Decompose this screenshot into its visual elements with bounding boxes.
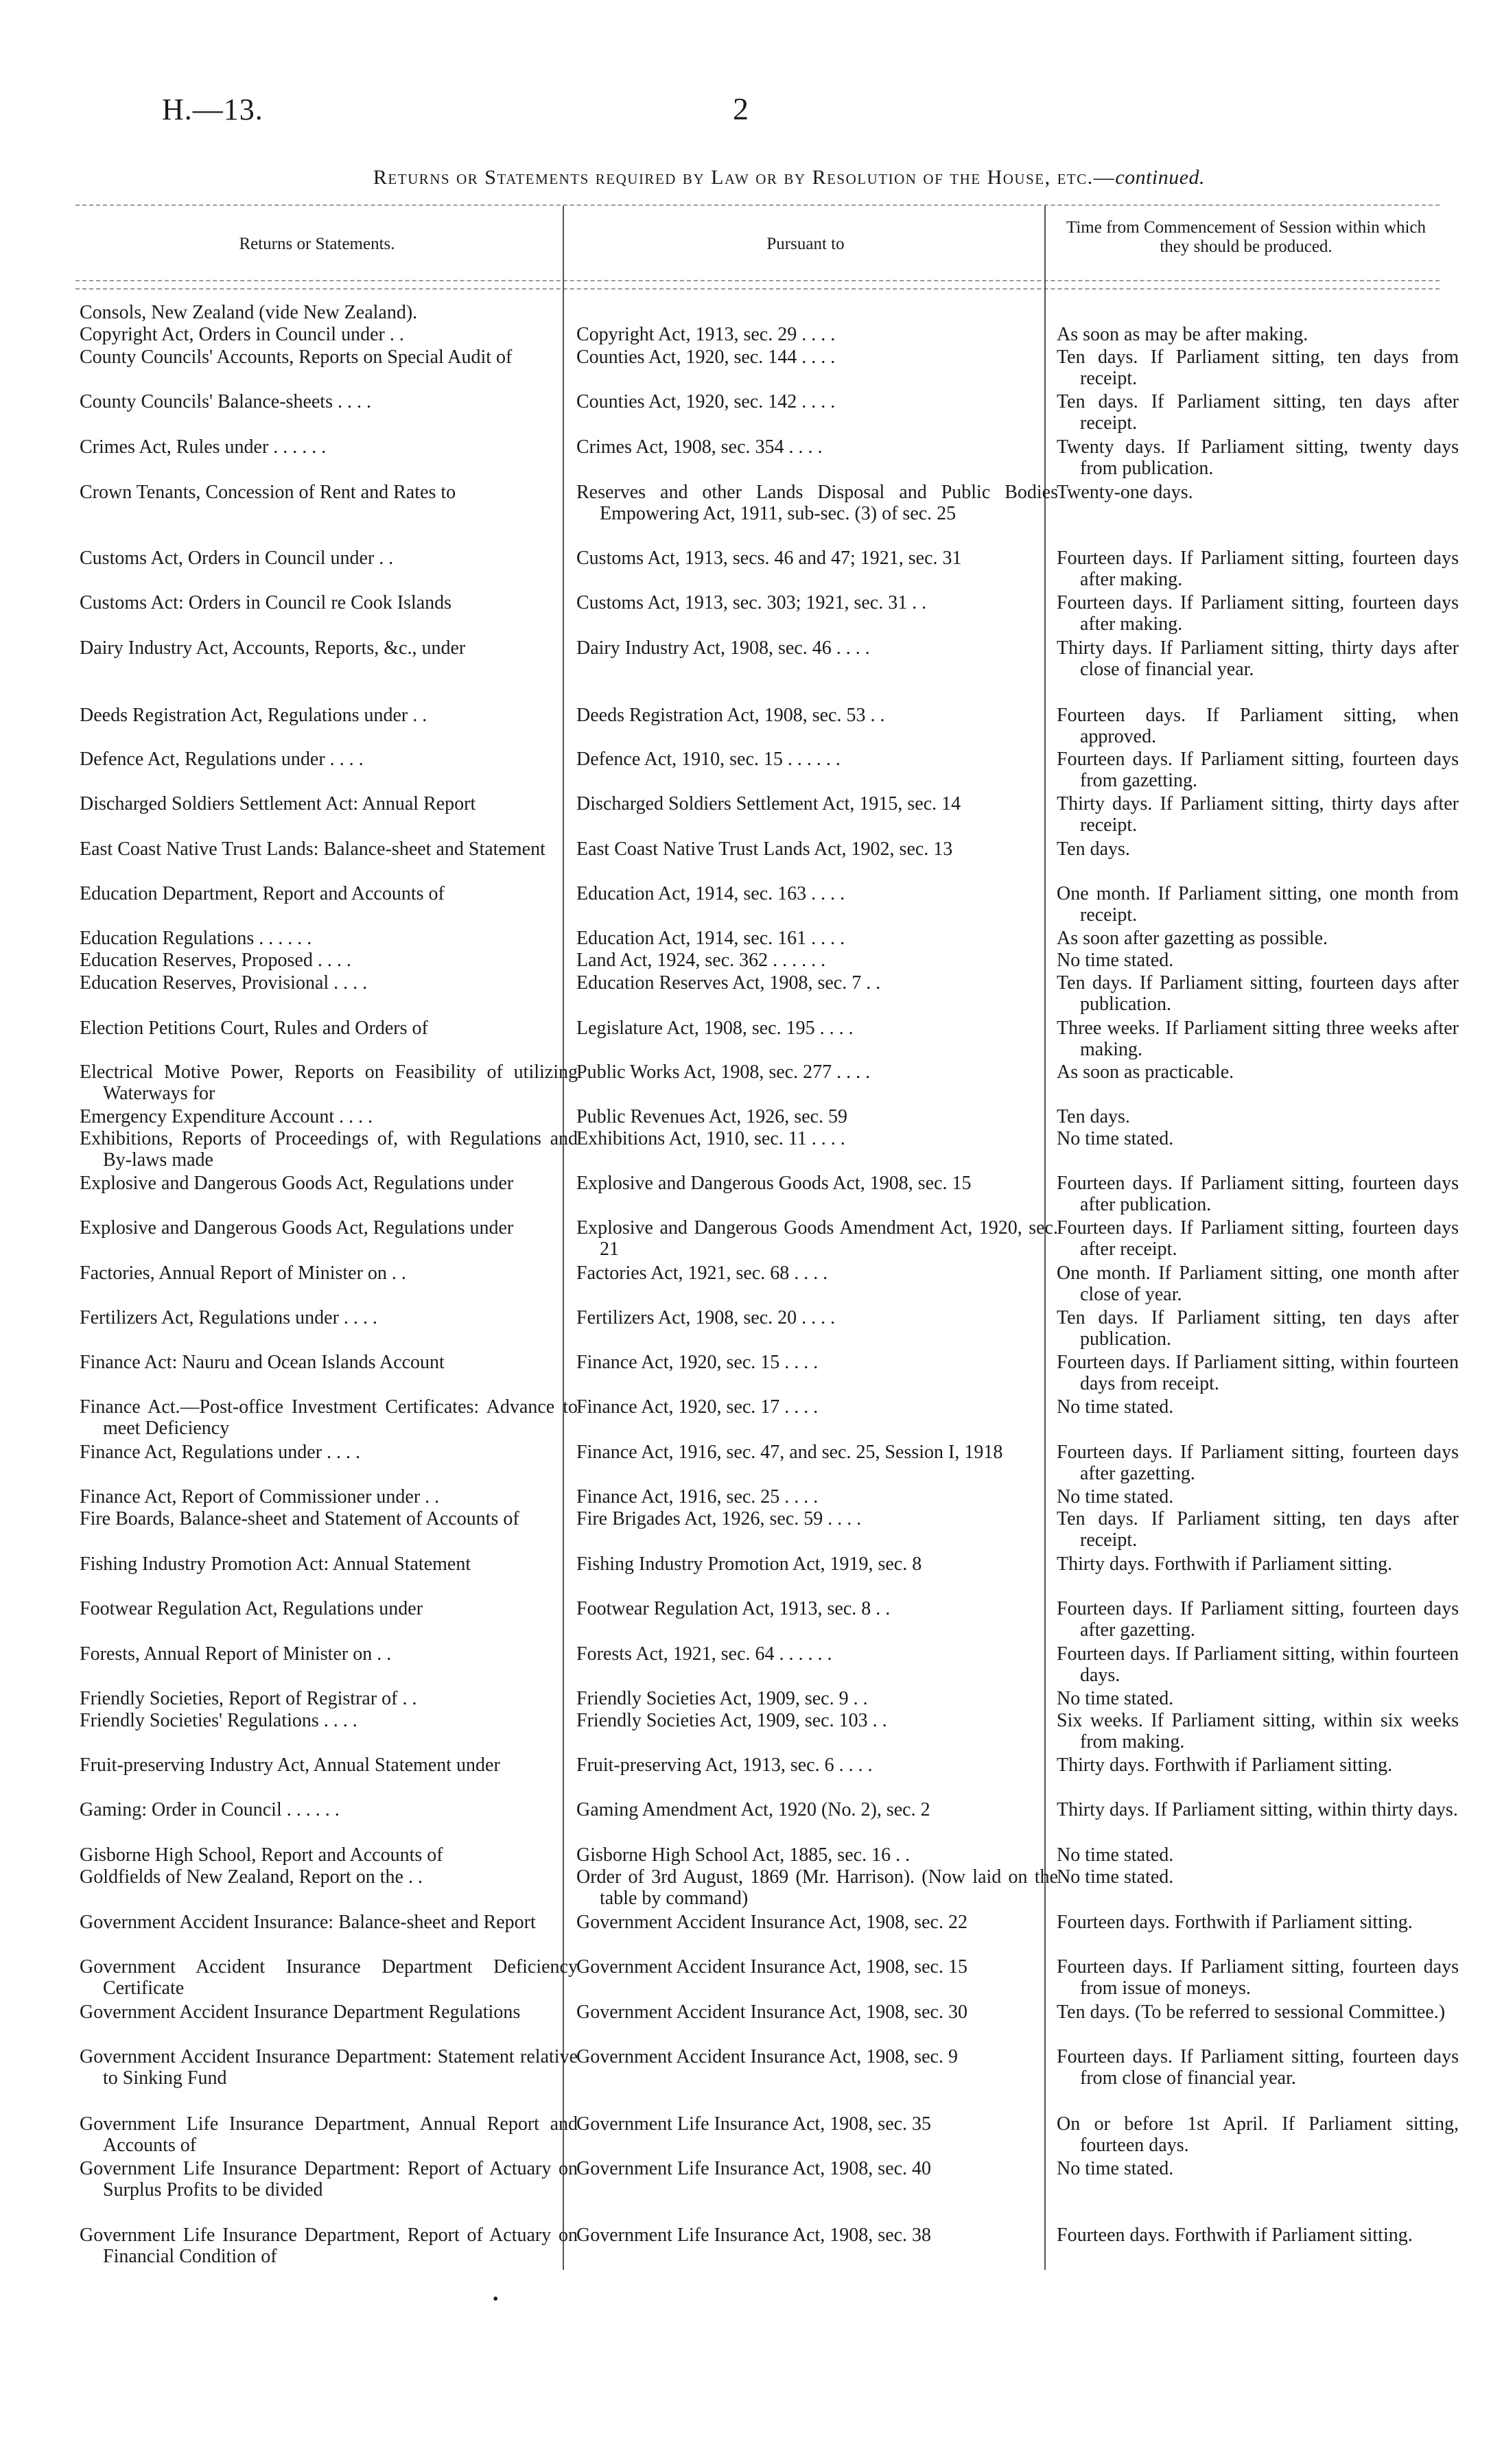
- pursuant-cell: Customs Act, 1913, sec. 303; 1921, sec. 31 . .: [576, 592, 927, 613]
- pursuant-cell: Government Life Insurance Act, 1908, sec. 40: [576, 2158, 932, 2179]
- time-cell: No time stated.: [1057, 2158, 1174, 2179]
- statement-cell: Fruit-preserving Industry Act, Annual Statement under: [80, 1755, 500, 1776]
- pursuant-cell: Footwear Regulation Act, 1913, sec. 8 . .: [576, 1598, 891, 1619]
- pursuant-cell: Friendly Societies Act, 1909, sec. 103 . .: [576, 1710, 887, 1731]
- statement-cell: Finance Act, Regulations under . . . .: [80, 1442, 361, 1463]
- pursuant-cell: Counties Act, 1920, sec. 144 . . . .: [576, 347, 836, 368]
- statement-cell: Crimes Act, Rules under . . . . . .: [80, 436, 327, 458]
- page-title: [137, 166, 1441, 189]
- time-cell: Fourteen days. If Parliament sitting, fourteen days after gazetting.: [1057, 1598, 1459, 1641]
- statement-cell: Footwear Regulation Act, Regulations under: [80, 1598, 423, 1619]
- statement-cell: Deeds Registration Act, Regulations under . .: [80, 705, 427, 726]
- statement-cell: Government Life Insurance Department, Report of Actuary on Financial Condition of: [80, 2225, 578, 2267]
- statement-cell: Copyright Act, Orders in Council under . .: [80, 324, 404, 345]
- time-cell: Fourteen days. If Parliament sitting, fourteen days from close of financial year.: [1057, 2046, 1459, 2089]
- pursuant-cell: Finance Act, 1916, sec. 47, and sec. 25, Session I, 1918: [576, 1442, 1003, 1463]
- time-cell: Thirty days. If Parliament sitting, within thirty days.: [1057, 1799, 1458, 1820]
- time-cell: Thirty days. Forthwith if Parliament sitting.: [1057, 1553, 1393, 1575]
- time-cell: No time stated.: [1057, 1396, 1174, 1418]
- pursuant-cell: Land Act, 1924, sec. 362 . . . . . .: [576, 950, 826, 971]
- time-cell: Twenty-one days.: [1057, 482, 1193, 503]
- pursuant-cell: Education Act, 1914, sec. 163 . . . .: [576, 883, 845, 904]
- time-cell: Ten days. If Parliament sitting, ten days after publication.: [1057, 1307, 1459, 1350]
- pursuant-cell: Factories Act, 1921, sec. 68 . . . .: [576, 1263, 828, 1284]
- statement-cell: Factories, Annual Report of Minister on . .: [80, 1263, 406, 1284]
- pursuant-cell: Customs Act, 1913, secs. 46 and 47; 1921, sec. 31: [576, 548, 962, 569]
- pursuant-cell: Forests Act, 1921, sec. 64 . . . . . .: [576, 1643, 832, 1665]
- pursuant-cell: Fruit-preserving Act, 1913, sec. 6 . . . .: [576, 1755, 873, 1776]
- footer-mark: •: [493, 2290, 499, 2308]
- pursuant-cell: Defence Act, 1910, sec. 15 . . . . . .: [576, 749, 841, 770]
- time-cell: No time stated.: [1057, 1688, 1174, 1709]
- page-number: 2: [733, 91, 749, 126]
- statement-cell: Education Reserves, Provisional . . . .: [80, 972, 368, 994]
- pursuant-cell: Discharged Soldiers Settlement Act, 1915, sec. 14: [576, 793, 961, 814]
- pursuant-cell: Government Life Insurance Act, 1908, sec. 38: [576, 2225, 932, 2246]
- statement-cell: Government Accident Insurance Department: Statement relative to Sinking Fund: [80, 2046, 578, 2089]
- pursuant-cell: Explosive and Dangerous Goods Amendment Act, 1920, sec. 21: [576, 1217, 1058, 1260]
- pursuant-cell: Deeds Registration Act, 1908, sec. 53 . .: [576, 705, 885, 726]
- statement-cell: Defence Act, Regulations under . . . .: [80, 749, 364, 770]
- document-reference: H.—13.: [162, 93, 263, 126]
- time-cell: No time stated.: [1057, 1128, 1174, 1149]
- time-cell: As soon as practicable.: [1057, 1061, 1234, 1083]
- pursuant-cell: Public Works Act, 1908, sec. 277 . . . .: [576, 1061, 871, 1083]
- pursuant-cell: Crimes Act, 1908, sec. 354 . . . .: [576, 436, 823, 458]
- time-cell: Fourteen days. If Parliament sitting, fourteen days after making.: [1057, 592, 1459, 635]
- statement-cell: Fishing Industry Promotion Act: Annual Statement: [80, 1553, 471, 1575]
- time-cell: One month. If Parliament sitting, one month after close of year.: [1057, 1263, 1459, 1305]
- title-main: Returns or Statements required by Law or by Resolution of the House, etc.—: [373, 166, 1116, 189]
- time-cell: Fourteen days. If Parliament sitting, fourteen days after publication.: [1057, 1173, 1459, 1215]
- pursuant-cell: Government Accident Insurance Act, 1908, sec. 22: [576, 1912, 967, 1933]
- statement-cell: Finance Act.—Post-office Investment Certificates: Advance to meet Deficiency: [80, 1396, 578, 1439]
- time-cell: No time stated.: [1057, 950, 1174, 971]
- header-bottom-rule: [75, 280, 1440, 281]
- time-cell: As soon after gazetting as possible.: [1057, 928, 1328, 949]
- pursuant-cell: Finance Act, 1916, sec. 25 . . . .: [576, 1486, 819, 1507]
- statement-cell: Fire Boards, Balance-sheet and Statement of Accounts of: [80, 1508, 519, 1529]
- statement-cell: Consols, New Zealand (vide New Zealand).: [80, 302, 418, 323]
- column-header-pursuant: Pursuant to: [766, 235, 845, 253]
- time-cell: Fourteen days. If Parliament sitting, within fourteen days from receipt.: [1057, 1352, 1459, 1394]
- pursuant-cell: Government Accident Insurance Act, 1908, sec. 15: [576, 1956, 967, 1978]
- pursuant-cell: Education Reserves Act, 1908, sec. 7 . .: [576, 972, 881, 994]
- statement-cell: Electrical Motive Power, Reports on Feasibility of utilizing Waterways for: [80, 1061, 578, 1104]
- time-cell: Thirty days. Forthwith if Parliament sitting.: [1057, 1755, 1393, 1776]
- pursuant-cell: Government Accident Insurance Act, 1908, sec. 30: [576, 2002, 967, 2023]
- pursuant-cell: Explosive and Dangerous Goods Act, 1908, sec. 15: [576, 1173, 972, 1194]
- statement-cell: Finance Act, Report of Commissioner under . .: [80, 1486, 440, 1507]
- time-cell: One month. If Parliament sitting, one month from receipt.: [1057, 883, 1459, 926]
- time-cell: No time stated.: [1057, 1486, 1174, 1507]
- pursuant-cell: Education Act, 1914, sec. 161 . . . .: [576, 928, 845, 949]
- statement-cell: Goldfields of New Zealand, Report on the . .: [80, 1866, 423, 1888]
- time-cell: Ten days. If Parliament sitting, ten days after receipt.: [1057, 391, 1459, 434]
- statement-cell: Emergency Expenditure Account . . . .: [80, 1106, 373, 1127]
- time-cell: Fourteen days. If Parliament sitting, fourteen days after making.: [1057, 548, 1459, 590]
- time-cell: Fourteen days. If Parliament sitting, fourteen days from gazetting.: [1057, 749, 1459, 791]
- time-cell: Ten days. If Parliament sitting, fourteen days after publication.: [1057, 972, 1459, 1015]
- pursuant-cell: Public Revenues Act, 1926, sec. 59: [576, 1106, 848, 1127]
- statement-cell: Education Regulations . . . . . .: [80, 928, 312, 949]
- pursuant-cell: East Coast Native Trust Lands Act, 1902, sec. 13: [576, 838, 953, 860]
- statement-cell: Government Accident Insurance: Balance-sheet and Report: [80, 1912, 536, 1933]
- statement-cell: Forests, Annual Report of Minister on . .: [80, 1643, 392, 1665]
- pursuant-cell: Finance Act, 1920, sec. 17 . . . .: [576, 1396, 819, 1418]
- pursuant-cell: Government Life Insurance Act, 1908, sec. 35: [576, 2113, 932, 2135]
- time-cell: Fourteen days. If Parliament sitting, when approved.: [1057, 705, 1459, 747]
- pursuant-cell: Legislature Act, 1908, sec. 195 . . . .: [576, 1018, 854, 1039]
- time-cell: Ten days.: [1057, 1106, 1130, 1127]
- statement-cell: Discharged Soldiers Settlement Act: Annual Report: [80, 793, 476, 814]
- time-cell: Six weeks. If Parliament sitting, within six weeks from making.: [1057, 1710, 1459, 1752]
- time-cell: Fourteen days. If Parliament sitting, fourteen days after gazetting.: [1057, 1442, 1459, 1484]
- pursuant-cell: Finance Act, 1920, sec. 15 . . . .: [576, 1352, 819, 1373]
- statement-cell: Gaming: Order in Council . . . . . .: [80, 1799, 340, 1820]
- time-cell: Fourteen days. If Parliament sitting, within fourteen days.: [1057, 1643, 1459, 1686]
- time-cell: Fourteen days. If Parliament sitting, fourteen days from issue of moneys.: [1057, 1956, 1459, 1999]
- pursuant-cell: Fire Brigades Act, 1926, sec. 59 . . . .: [576, 1508, 862, 1529]
- time-cell: On or before 1st April. If Parliament sitting, fourteen days.: [1057, 2113, 1459, 2156]
- pursuant-cell: Fertilizers Act, 1908, sec. 20 . . . .: [576, 1307, 836, 1328]
- statement-cell: Friendly Societies' Regulations . . . .: [80, 1710, 357, 1731]
- statement-cell: East Coast Native Trust Lands: Balance-sheet and Statement: [80, 838, 545, 860]
- statement-cell: County Councils' Accounts, Reports on Special Audit of: [80, 347, 513, 368]
- statement-cell: Government Accident Insurance Department Deficiency Certificate: [80, 1956, 578, 1999]
- statement-cell: Exhibitions, Reports of Proceedings of, with Regulations and By-laws made: [80, 1128, 578, 1171]
- pursuant-cell: Fishing Industry Promotion Act, 1919, sec. 8: [576, 1553, 922, 1575]
- pursuant-cell: Reserves and other Lands Disposal and Public Bodies Empowering Act, 1911, sub-sec. (3) of sec. 25: [576, 482, 1058, 524]
- statement-cell: Friendly Societies, Report of Registrar of . .: [80, 1688, 417, 1709]
- statement-cell: Fertilizers Act, Regulations under . . . .: [80, 1307, 377, 1328]
- statement-cell: Customs Act, Orders in Council under . .: [80, 548, 394, 569]
- time-cell: Ten days. If Parliament sitting, ten days after receipt.: [1057, 1508, 1459, 1551]
- statement-cell: Finance Act: Nauru and Ocean Islands Account: [80, 1352, 445, 1373]
- time-cell: Ten days.: [1057, 838, 1130, 860]
- statement-cell: Government Life Insurance Department, Annual Report and Accounts of: [80, 2113, 578, 2156]
- header-bottom-rule-2: [75, 288, 1440, 290]
- statement-cell: Explosive and Dangerous Goods Act, Regulations under: [80, 1217, 514, 1239]
- time-cell: Ten days. If Parliament sitting, ten days from receipt.: [1057, 347, 1459, 389]
- statement-cell: Customs Act: Orders in Council re Cook Islands: [80, 592, 452, 613]
- header-top-rule: [75, 204, 1440, 206]
- time-cell: Fourteen days. Forthwith if Parliament sitting.: [1057, 2225, 1413, 2246]
- statement-cell: Education Reserves, Proposed . . . .: [80, 950, 351, 971]
- pursuant-cell: Exhibitions Act, 1910, sec. 11 . . . .: [576, 1128, 845, 1149]
- statement-cell: Explosive and Dangerous Goods Act, Regulations under: [80, 1173, 514, 1194]
- pursuant-cell: Copyright Act, 1913, sec. 29 . . . .: [576, 324, 836, 345]
- title-continued: continued.: [1115, 166, 1206, 189]
- time-cell: Twenty days. If Parliament sitting, twenty days from publication.: [1057, 436, 1459, 479]
- pursuant-cell: Order of 3rd August, 1869 (Mr. Harrison). (Now laid on the table by command): [576, 1866, 1058, 1909]
- pursuant-cell: Government Accident Insurance Act, 1908, sec. 9: [576, 2046, 958, 2067]
- time-cell: No time stated.: [1057, 1844, 1174, 1866]
- time-cell: Thirty days. If Parliament sitting, thirty days after receipt.: [1057, 793, 1459, 836]
- time-cell: Fourteen days. Forthwith if Parliament sitting.: [1057, 1912, 1413, 1933]
- time-cell: Fourteen days. If Parliament sitting, fourteen days after receipt.: [1057, 1217, 1459, 1260]
- time-cell: Thirty days. If Parliament sitting, thirty days after close of financial year.: [1057, 637, 1459, 680]
- time-cell: No time stated.: [1057, 1866, 1174, 1888]
- time-cell: As soon as may be after making.: [1057, 324, 1308, 345]
- statement-cell: County Councils' Balance-sheets . . . .: [80, 391, 371, 412]
- statement-cell: Crown Tenants, Concession of Rent and Rates to: [80, 482, 456, 503]
- column-header-statements: Returns or Statements.: [239, 235, 395, 253]
- pursuant-cell: Gaming Amendment Act, 1920 (No. 2), sec. 2: [576, 1799, 930, 1820]
- statement-cell: Gisborne High School, Report and Accounts of: [80, 1844, 443, 1866]
- time-cell: Ten days. (To be referred to sessional Committee.): [1057, 2002, 1446, 2023]
- statement-cell: Education Department, Report and Accounts of: [80, 883, 445, 904]
- time-cell: Three weeks. If Parliament sitting three weeks after making.: [1057, 1018, 1459, 1060]
- statement-cell: Government Life Insurance Department: Report of Actuary on Surplus Profits to be divided: [80, 2158, 578, 2201]
- statement-cell: Dairy Industry Act, Accounts, Reports, &c., under: [80, 637, 466, 659]
- pursuant-cell: Friendly Societies Act, 1909, sec. 9 . .: [576, 1688, 868, 1709]
- pursuant-cell: Gisborne High School Act, 1885, sec. 16 . .: [576, 1844, 911, 1866]
- column-header-time: Time from Commencement of Session within which they should be produced.: [1066, 218, 1427, 256]
- statement-cell: Government Accident Insurance Department Regulations: [80, 2002, 521, 2023]
- pursuant-cell: Counties Act, 1920, sec. 142 . . . .: [576, 391, 836, 412]
- pursuant-cell: Dairy Industry Act, 1908, sec. 46 . . . .: [576, 637, 870, 659]
- statement-cell: Election Petitions Court, Rules and Orders of: [80, 1018, 428, 1039]
